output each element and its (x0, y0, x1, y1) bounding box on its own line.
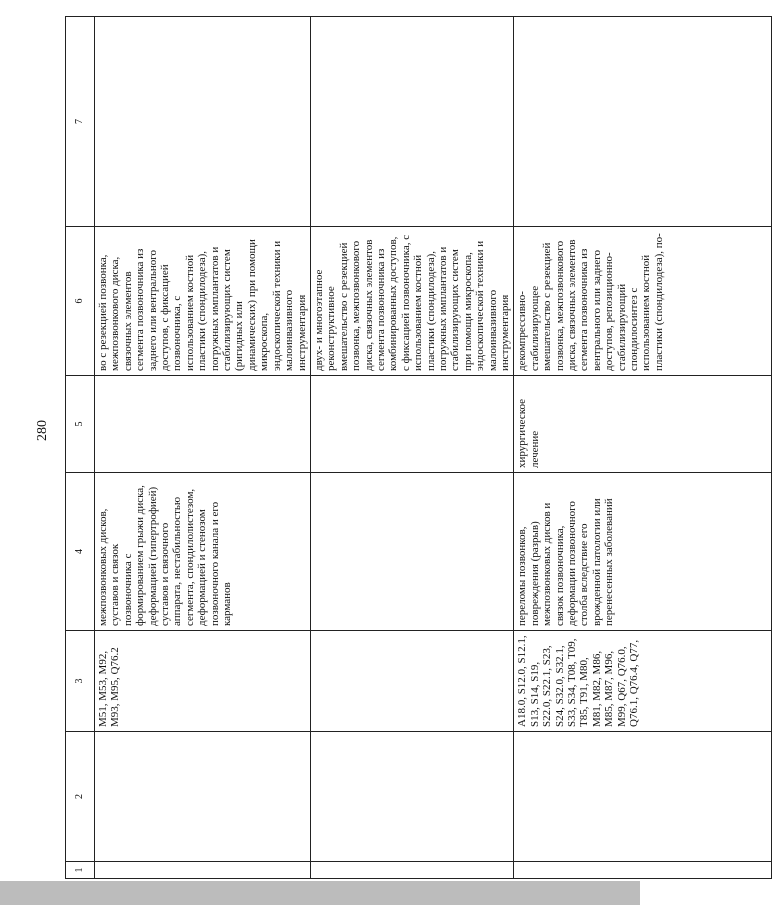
column-header: 2 (66, 732, 95, 862)
table-cell (514, 17, 772, 227)
column-header: 5 (66, 376, 95, 473)
treatment-type-cell (95, 376, 311, 473)
diagnosis-cell: межпозвонковых дисков, суставов и связок позвоночника с формированием грыжи диска, деформацией (гипертрофией) суставов и связочного аппарата, нестабильностью сегмента, спондилолистезом, деформацией и стенозом позвоночного канала и его карманов (95, 473, 311, 631)
table-header-row (66, 17, 95, 879)
treatment-type-cell (310, 376, 514, 473)
method-cell: во с резекцией позвонка, межпозвонкового диска, связочных элементов сегмента позвоночника из заднего или вентрального доступов, с фиксацией позвоночника, с использованием костной пластики (спондилодеза), погружных имплантатов и стабилизирующих систем (ригидных или динамических) при помощи микроскопа, эндоскопической техники и малоинвазивного инструментария (95, 227, 311, 376)
method-cell: двух- и многоэтапное реконструктивное вмешательство с резекцией позвонка, межпозвонкового диска, связочных элементов сегмента позвоночника из комбинированных доступов, с фиксацией позвоночника, с использованием костной пластики (спондилодеза), погружных имплантатов и стабилизирующих систем при помощи микроскопа, эндоскопической техники и малоинвазивного инструментария (310, 227, 514, 376)
table-cell (95, 17, 311, 227)
table-row (95, 17, 311, 879)
table-cell (95, 732, 311, 862)
icd-codes-cell (310, 631, 514, 732)
table-row (310, 17, 514, 879)
column-header: 1 (66, 862, 95, 879)
icd-codes-cell: A18.0, S12.0, S12.1, S13, S14, S19, S22.0, S22.1, S23, S24, S32.0, S32.1, S33, S34, T08, T09, T85, T91, M80, M81, M82, M86, M85, M87, M96, M99, Q67, Q76.0, Q76.1, Q76.4, Q77, (514, 631, 772, 732)
diagnosis-cell (310, 473, 514, 631)
method-cell: декомпрессивно-стабилизирующее вмешательство с резекцией позвонка, межпозвонкового диска, связочных элементов сегмента позвоночника из вентрального или заднего доступов, репозиционно-стабилизирующий спондилосинтез с использованием костной пластики (спондилодеза), по- (514, 227, 772, 376)
medical-procedures-table (65, 16, 772, 879)
diagnosis-cell: переломы позвонков, повреждения (разрыв) межпозвонковых дисков и связок позвоночника, деформации позвоночного столба вследствие его врожденной патологии или перенесенных заболеваний (514, 473, 772, 631)
table-cell (514, 732, 772, 862)
table-cell (514, 862, 772, 879)
table-row (514, 17, 772, 879)
page-number: 280 (35, 420, 50, 441)
table-cell (310, 732, 514, 862)
icd-codes-cell: M51, M53, M92, M93, M95, Q76.2 (95, 631, 311, 732)
column-header: 6 (66, 227, 95, 376)
column-header: 3 (66, 631, 95, 732)
table-cell (310, 17, 514, 227)
scan-bottom-edge (0, 881, 640, 905)
table-cell (95, 862, 311, 879)
table-cell (310, 862, 514, 879)
column-header: 4 (66, 473, 95, 631)
rotated-table-container (65, 17, 665, 879)
column-header: 7 (66, 17, 95, 227)
treatment-type-cell: хирургическое лечение (514, 376, 772, 473)
